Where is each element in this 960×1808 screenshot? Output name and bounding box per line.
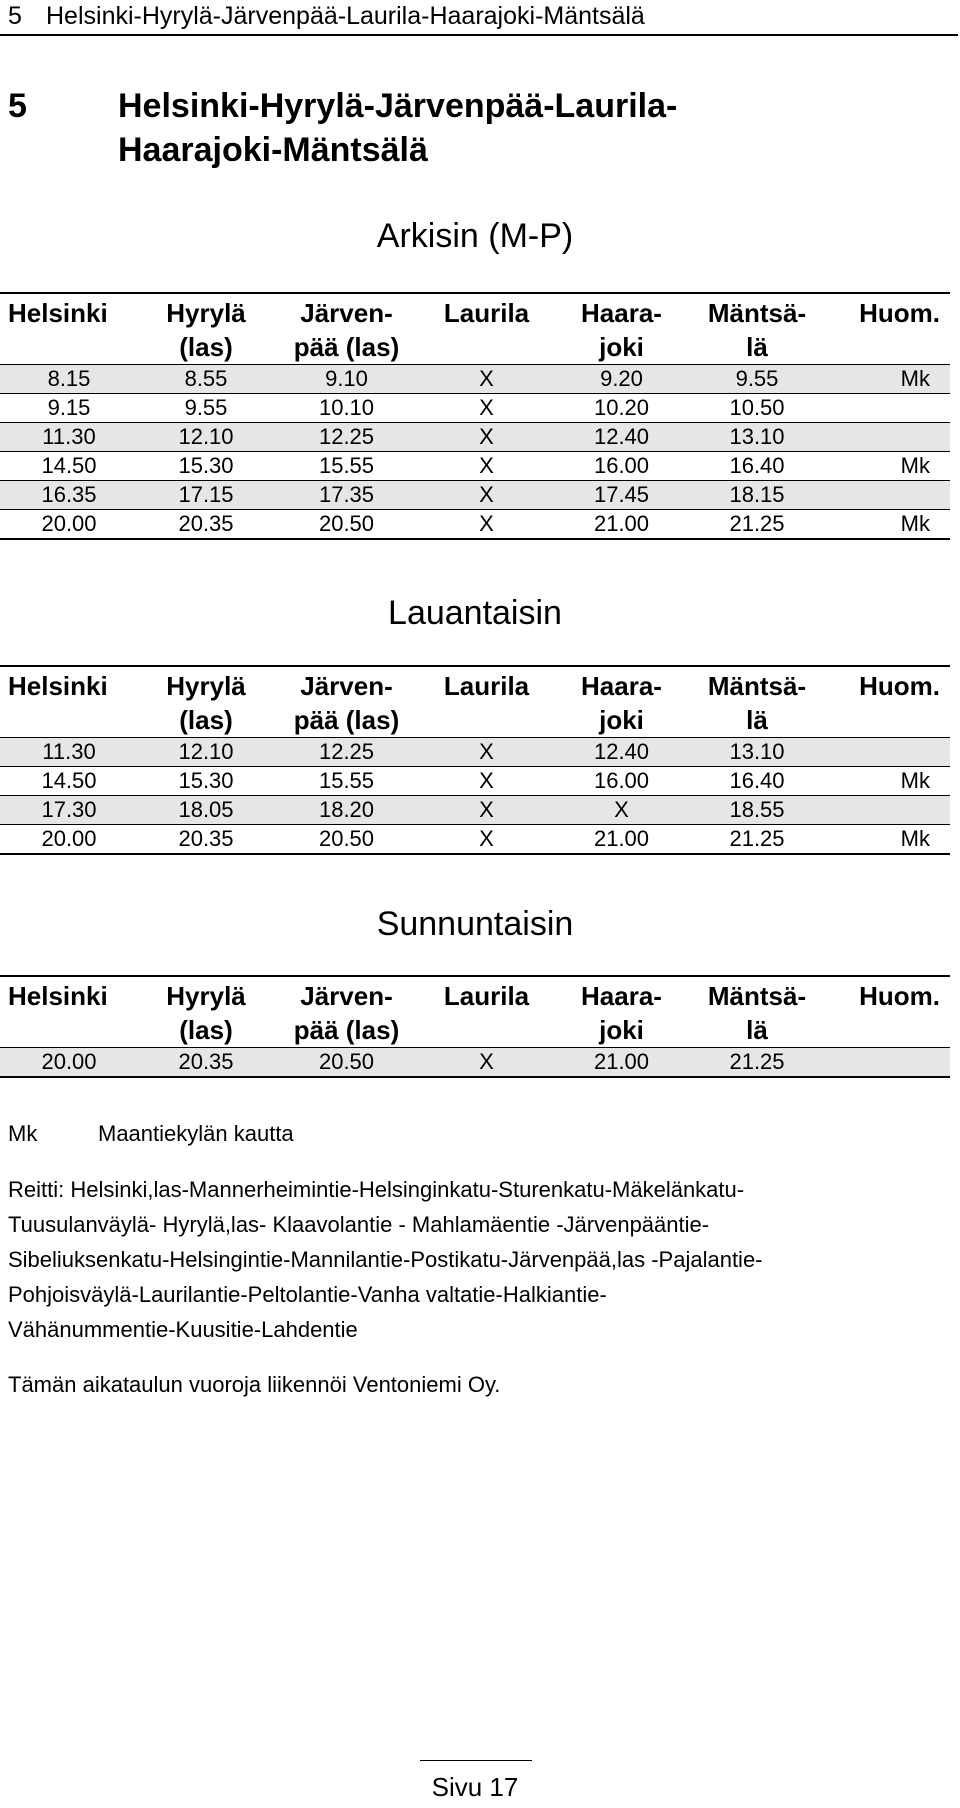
legend-abbreviation: Mk xyxy=(8,1121,38,1146)
table-cell: 20.50 xyxy=(274,1048,419,1078)
table-row xyxy=(0,481,950,510)
table-cell: 13.10 xyxy=(689,423,825,452)
running-header-title: Helsinki-Hyrylä-Järvenpää-Laurila-Haarajoki-Mäntsälä xyxy=(46,2,645,30)
table-cell: 10.10 xyxy=(274,394,419,423)
table-cell: 21.00 xyxy=(554,825,689,855)
table-cell: X xyxy=(419,796,554,825)
table-cell: 10.20 xyxy=(554,394,689,423)
table-cell: X xyxy=(419,423,554,452)
table-cell: 9.55 xyxy=(689,365,825,394)
table-cell xyxy=(825,481,950,510)
column-header: Huom. xyxy=(859,671,940,701)
table-cell: 15.30 xyxy=(138,452,274,481)
table-cell: 18.55 xyxy=(689,796,825,825)
table-cell: X xyxy=(419,365,554,394)
table-row xyxy=(0,796,950,825)
table-cell: 12.40 xyxy=(554,738,689,767)
table-cell: 15.30 xyxy=(138,767,274,796)
table-cell: 12.25 xyxy=(274,423,419,452)
table-cell: 21.00 xyxy=(554,510,689,540)
table-row xyxy=(0,365,950,394)
route-line: Vähänummentie-Kuusitie-Lahdentie xyxy=(8,1317,358,1342)
column-header: Järven- pää (las) xyxy=(293,671,400,735)
table-cell: X xyxy=(419,481,554,510)
column-header: Helsinki xyxy=(8,981,108,1011)
table-cell: 17.15 xyxy=(138,481,274,510)
table-row xyxy=(0,394,950,423)
table-cell xyxy=(825,423,950,452)
table-cell: 21.25 xyxy=(689,1048,825,1078)
table-row xyxy=(0,423,950,452)
column-header: Haara- joki xyxy=(581,671,662,735)
table-row xyxy=(0,1048,950,1078)
table-cell: Mk xyxy=(825,510,950,540)
table-cell xyxy=(825,394,950,423)
route-line: Pohjoisväylä-Laurilantie-Peltolantie-Vanha valtatie-Halkiantie- xyxy=(8,1282,607,1307)
route-line: Reitti: Helsinki,las-Mannerheimintie-Helsinginkatu-Sturenkatu-Mäkelänkatu- xyxy=(8,1177,745,1202)
table-cell: 16.40 xyxy=(689,767,825,796)
timetable-weekdays xyxy=(0,292,950,540)
table-cell: 16.35 xyxy=(0,481,138,510)
legend-description: Maantiekylän kautta xyxy=(98,1121,294,1146)
section-title-saturdays: Lauantaisin xyxy=(388,594,562,632)
operator-note: Tämän aikataulun vuoroja liikennöi Ventoniemi Oy. xyxy=(8,1372,501,1397)
column-header: Järven- pää (las) xyxy=(293,298,400,362)
table-cell xyxy=(825,796,950,825)
column-header: Huom. xyxy=(859,981,940,1011)
table-cell: X xyxy=(554,796,689,825)
column-header: Hyrylä (las) xyxy=(166,981,246,1045)
chapter-number: 5 xyxy=(8,87,27,125)
table-cell: 13.10 xyxy=(689,738,825,767)
table-cell: 9.15 xyxy=(0,394,138,423)
table-cell: Mk xyxy=(825,365,950,394)
column-header: Mäntsä- lä xyxy=(707,298,807,362)
column-header: Haara- joki xyxy=(581,981,662,1045)
table-cell: 20.35 xyxy=(138,825,274,855)
table-cell: 21.25 xyxy=(689,825,825,855)
route-description xyxy=(8,1172,958,1347)
route-line: Sibeliuksenkatu-Helsingintie-Mannilantie-Postikatu-Järvenpää,las -Pajalantie- xyxy=(8,1247,763,1272)
column-header: Helsinki xyxy=(8,671,108,701)
column-header: Mäntsä- lä xyxy=(707,981,807,1045)
route-line: Tuusulanväylä- Hyrylä,las- Klaavolantie - Mahlamäentie -Järvenpääntie- xyxy=(8,1212,710,1237)
timetable-saturdays xyxy=(0,665,950,855)
table-cell: 11.30 xyxy=(0,423,138,452)
column-header: Laurila xyxy=(443,981,530,1011)
column-header: Järven- pää (las) xyxy=(293,981,400,1045)
column-header: Helsinki xyxy=(8,298,108,328)
table-cell: 21.00 xyxy=(554,1048,689,1078)
column-header: Haara- joki xyxy=(581,298,662,362)
running-header-number: 5 xyxy=(8,2,22,30)
chapter-title: Helsinki-Hyrylä-Järvenpää-Laurila-Haarajoki-Mäntsälä xyxy=(118,87,678,169)
table-cell: 14.50 xyxy=(0,452,138,481)
page-number: Sivu 17 xyxy=(431,1772,519,1802)
table-cell: 20.35 xyxy=(138,510,274,540)
table-cell: 15.55 xyxy=(274,767,419,796)
timetable-sundays xyxy=(0,975,950,1078)
table-cell: 20.00 xyxy=(0,1048,138,1078)
table-cell: 20.35 xyxy=(138,1048,274,1078)
table-cell: 9.10 xyxy=(274,365,419,394)
table-cell: 12.10 xyxy=(138,738,274,767)
table-cell: 17.30 xyxy=(0,796,138,825)
table-cell: 15.55 xyxy=(274,452,419,481)
table-cell: 8.55 xyxy=(138,365,274,394)
table-cell: X xyxy=(419,767,554,796)
column-header: Mäntsä- lä xyxy=(707,671,807,735)
table-cell: Mk xyxy=(825,825,950,855)
footer-rule xyxy=(420,1760,532,1761)
table-cell: 20.50 xyxy=(274,825,419,855)
table-cell xyxy=(825,1048,950,1078)
header-row xyxy=(0,666,950,738)
table-cell: 8.15 xyxy=(0,365,138,394)
table-cell: 9.20 xyxy=(554,365,689,394)
column-header: Hyrylä (las) xyxy=(166,298,246,362)
table-cell: 17.45 xyxy=(554,481,689,510)
table-cell: 16.00 xyxy=(554,767,689,796)
header-row xyxy=(0,293,950,365)
table-cell: 10.50 xyxy=(689,394,825,423)
column-header: Laurila xyxy=(443,671,530,701)
running-header xyxy=(0,0,958,36)
table-cell: 18.15 xyxy=(689,481,825,510)
column-header: Hyrylä (las) xyxy=(166,671,246,735)
table-cell: 9.55 xyxy=(138,394,274,423)
table-cell: 11.30 xyxy=(0,738,138,767)
table-cell: 18.05 xyxy=(138,796,274,825)
table-row xyxy=(0,510,950,540)
table-cell: X xyxy=(419,510,554,540)
section-title-sundays: Sunnuntaisin xyxy=(376,905,574,943)
table-cell: 12.25 xyxy=(274,738,419,767)
table-cell: 20.00 xyxy=(0,510,138,540)
table-cell: 12.40 xyxy=(554,423,689,452)
table-cell: 14.50 xyxy=(0,767,138,796)
table-row xyxy=(0,767,950,796)
column-header: Huom. xyxy=(859,298,940,328)
table-cell: X xyxy=(419,452,554,481)
table-cell: Mk xyxy=(825,452,950,481)
column-header: Laurila xyxy=(443,298,530,328)
table-cell: 12.10 xyxy=(138,423,274,452)
table-row xyxy=(0,452,950,481)
table-cell: X xyxy=(419,394,554,423)
table-cell: 20.50 xyxy=(274,510,419,540)
table-cell: 20.00 xyxy=(0,825,138,855)
table-cell: Mk xyxy=(825,767,950,796)
header-row xyxy=(0,976,950,1048)
table-cell xyxy=(825,738,950,767)
section-title-weekdays: Arkisin (M-P) xyxy=(376,217,574,255)
table-cell: 21.25 xyxy=(689,510,825,540)
table-cell: X xyxy=(419,738,554,767)
table-cell: X xyxy=(419,825,554,855)
table-row xyxy=(0,738,950,767)
table-cell: 18.20 xyxy=(274,796,419,825)
table-cell: X xyxy=(419,1048,554,1078)
table-row xyxy=(0,825,950,855)
table-cell: 16.00 xyxy=(554,452,689,481)
table-cell: 17.35 xyxy=(274,481,419,510)
table-cell: 16.40 xyxy=(689,452,825,481)
